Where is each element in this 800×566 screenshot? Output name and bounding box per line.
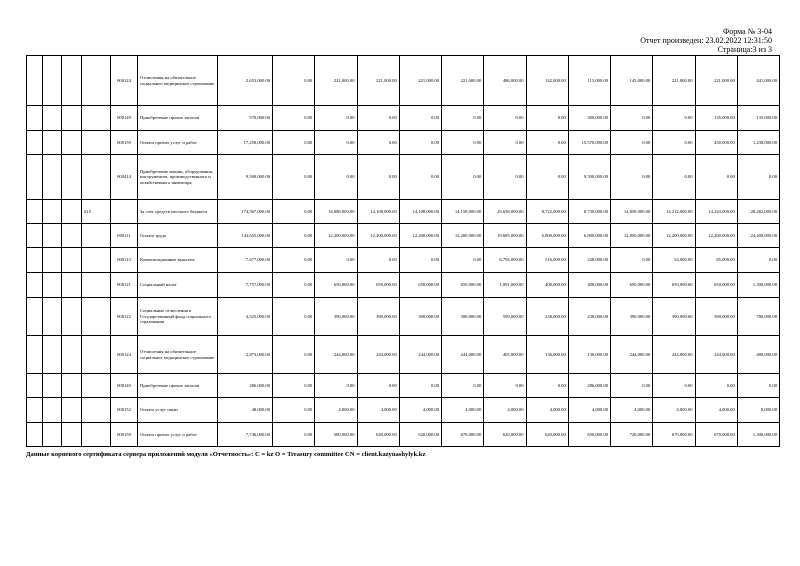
amount-cell: 0.00: [357, 155, 399, 200]
amount-cell: 488,000.00: [737, 336, 779, 374]
table-row: [27, 248, 780, 273]
item-name-cell: Отчисления на обязательное социальное медицинское страхование: [138, 336, 218, 374]
specific-code-cell: 000152: [111, 398, 138, 423]
amount-cell: 0.00: [442, 248, 484, 273]
item-name-cell: Оплата услуг связи: [138, 398, 218, 423]
table-row: [27, 200, 780, 224]
amount-cell: 650,000.00: [611, 273, 653, 298]
amount-cell: 0.00: [484, 106, 526, 131]
empty-cell: [27, 398, 43, 423]
amount-cell: 0.00: [315, 155, 357, 200]
amount-cell: 390,000.00: [399, 298, 441, 336]
amount-cell: 1,238,000.00: [737, 131, 779, 155]
amount-cell: 8,730,000.00: [568, 200, 610, 224]
amount-cell: 244,000.00: [653, 336, 695, 374]
amount-cell: 1,300,000.00: [737, 273, 779, 298]
amount-cell: 286,000.00: [568, 374, 610, 398]
empty-cell: [62, 398, 82, 423]
amount-cell: 174,567,000.00: [218, 200, 273, 224]
amount-cell: 0.00: [526, 155, 568, 200]
item-name-cell: Социальные отчисления в Государственный фонд социального страхования: [138, 298, 218, 336]
empty-cell: [43, 273, 62, 298]
report-header: [640, 27, 772, 54]
amount-cell: 113,000.00: [568, 56, 610, 106]
amount-cell: 29,658,000.00: [484, 200, 526, 224]
amount-cell: 0.00: [273, 336, 315, 374]
amount-cell: 0.00: [611, 248, 653, 273]
report-generated-date: Отчет произведен: 23.02.2022 12:31:50: [640, 36, 772, 45]
amount-cell: 4,000.00: [568, 398, 610, 423]
amount-cell: 0.00: [315, 374, 357, 398]
empty-cell: [62, 336, 82, 374]
empty-cell: [62, 298, 82, 336]
amount-cell: 650,000.00: [357, 273, 399, 298]
empty-cell: [27, 131, 43, 155]
amount-cell: 0.00: [399, 248, 441, 273]
empty-cell: [27, 298, 43, 336]
amount-cell: 14,088,000.00: [315, 200, 357, 224]
amount-cell: 0.00: [273, 298, 315, 336]
amount-cell: 14,212,000.00: [653, 200, 695, 224]
specific-code-cell: 000124: [111, 336, 138, 374]
amount-cell: 390,000.00: [442, 298, 484, 336]
specific-code-cell: 000159: [111, 423, 138, 447]
amount-cell: 0.00: [273, 106, 315, 131]
empty-cell: [62, 155, 82, 200]
program-code-cell: [82, 155, 111, 200]
amount-cell: 4,000.00: [611, 398, 653, 423]
amount-cell: 0.00: [611, 131, 653, 155]
amount-cell: 1,306,000.00: [737, 423, 779, 447]
amount-cell: 12,200,000.00: [357, 224, 399, 248]
empty-cell: [43, 336, 62, 374]
empty-cell: [62, 106, 82, 131]
amount-cell: 0.00: [442, 155, 484, 200]
amount-cell: 4,525,000.00: [218, 298, 273, 336]
amount-cell: 0.00: [399, 374, 441, 398]
amount-cell: 720,000.00: [611, 423, 653, 447]
amount-cell: 4,000.00: [357, 398, 399, 423]
amount-cell: 620,000.00: [484, 423, 526, 447]
amount-cell: 12,200,000.00: [653, 224, 695, 248]
amount-cell: 0.00: [273, 248, 315, 273]
program-code-cell: [82, 56, 111, 106]
specific-code-cell: 000121: [111, 273, 138, 298]
specific-code-cell: 000113: [111, 248, 138, 273]
amount-cell: 7,746,000.00: [218, 423, 273, 447]
empty-cell: [27, 248, 43, 273]
amount-cell: 570,000.00: [218, 106, 273, 131]
empty-cell: [62, 224, 82, 248]
amount-cell: 221,000.00: [653, 56, 695, 106]
amount-cell: 0.00: [315, 131, 357, 155]
table-row: [27, 273, 780, 298]
amount-cell: 300,000.00: [568, 106, 610, 131]
amount-cell: 0.00: [273, 398, 315, 423]
amount-cell: 390,000.00: [611, 298, 653, 336]
amount-cell: 135,000.00: [695, 106, 737, 131]
amount-cell: 0.00: [442, 374, 484, 398]
amount-cell: 14,108,000.00: [399, 200, 441, 224]
amount-cell: 0.00: [526, 106, 568, 131]
amount-cell: 0.00: [357, 131, 399, 155]
item-name-cell: Отчисления на обязательное социальное медицинское страхование: [138, 56, 218, 106]
item-name-cell: Оплата прочих услуг и работ: [138, 423, 218, 447]
amount-cell: 516,000.00: [526, 248, 568, 273]
amount-cell: 620,000.00: [357, 423, 399, 447]
empty-cell: [27, 273, 43, 298]
amount-cell: 1,091,000.00: [484, 273, 526, 298]
amount-cell: 244,000.00: [442, 336, 484, 374]
empty-cell: [27, 200, 43, 224]
empty-cell: [43, 423, 62, 447]
empty-cell: [62, 248, 82, 273]
amount-cell: 6,794,000.00: [484, 248, 526, 273]
amount-cell: 0.00: [653, 106, 695, 131]
amount-cell: 450,000.00: [695, 131, 737, 155]
specific-code-cell: [111, 200, 138, 224]
amount-cell: 408,000.00: [526, 273, 568, 298]
amount-cell: 14,108,000.00: [357, 200, 399, 224]
amount-cell: 244,000.00: [695, 336, 737, 374]
amount-cell: 4,000.00: [695, 398, 737, 423]
empty-cell: [62, 423, 82, 447]
amount-cell: 0.00: [399, 106, 441, 131]
amount-cell: 244,000.00: [611, 336, 653, 374]
item-name-cell: Социальный налог: [138, 273, 218, 298]
amount-cell: 650,000.00: [568, 423, 610, 447]
amount-cell: 4,000.00: [442, 398, 484, 423]
empty-cell: [62, 200, 82, 224]
amount-cell: 4,000.00: [399, 398, 441, 423]
item-name-cell: За счет средств местного бюджета: [138, 200, 218, 224]
amount-cell: 670,000.00: [653, 423, 695, 447]
amount-cell: 221,000.00: [399, 56, 441, 106]
amount-cell: 221,000.00: [357, 56, 399, 106]
amount-cell: 12,200,000.00: [399, 224, 441, 248]
amount-cell: 0.00: [315, 106, 357, 131]
empty-cell: [43, 298, 62, 336]
amount-cell: 0.00: [526, 374, 568, 398]
amount-cell: 2,653,000.00: [218, 56, 273, 106]
empty-cell: [27, 224, 43, 248]
amount-cell: 7,677,000.00: [218, 248, 273, 273]
program-code-cell: [82, 131, 111, 155]
item-name-cell: Компенсационные выплаты: [138, 248, 218, 273]
amount-cell: 650,000.00: [442, 273, 484, 298]
program-code-cell: [82, 273, 111, 298]
amount-cell: 4,000.00: [526, 398, 568, 423]
item-name-cell: Приобретение прочих запасов: [138, 106, 218, 131]
amount-cell: 0.00: [357, 374, 399, 398]
amount-cell: 441,000.00: [737, 56, 779, 106]
specific-code-cell: 000111: [111, 224, 138, 248]
certificate-footer: Данные корневого сертификата сервера приложений модуля «Отчетность»: C = kz O = Treasury committee CN = client.kazynashylyk.kz: [26, 451, 426, 458]
amount-cell: 0.00: [273, 131, 315, 155]
amount-cell: 17,258,000.00: [218, 131, 273, 155]
amount-cell: 12,850,000.00: [611, 224, 653, 248]
amount-cell: 390,000.00: [357, 298, 399, 336]
amount-cell: 244,000.00: [315, 336, 357, 374]
amount-cell: 221,000.00: [442, 56, 484, 106]
empty-cell: [43, 155, 62, 200]
empty-cell: [43, 200, 62, 224]
amount-cell: 408,000.00: [568, 273, 610, 298]
amount-cell: 28,282,000.00: [737, 200, 779, 224]
program-code-cell: 015: [82, 200, 111, 224]
amount-cell: 670,000.00: [442, 423, 484, 447]
amount-cell: 0.00: [695, 374, 737, 398]
empty-cell: [43, 398, 62, 423]
program-code-cell: [82, 248, 111, 273]
specific-code-cell: 000414: [111, 155, 138, 200]
amount-cell: 9,500,000.00: [568, 155, 610, 200]
item-name-cell: Оплата прочих услуг и работ: [138, 131, 218, 155]
amount-cell: 286,000.00: [218, 374, 273, 398]
empty-cell: [43, 224, 62, 248]
amount-cell: 244,000.00: [399, 336, 441, 374]
program-code-cell: [82, 336, 111, 374]
amount-cell: 0.00: [737, 248, 779, 273]
empty-cell: [43, 131, 62, 155]
amount-cell: 7,757,000.00: [218, 273, 273, 298]
specific-code-cell: 000124: [111, 56, 138, 106]
amount-cell: 54,000.00: [653, 248, 695, 273]
empty-cell: [27, 336, 43, 374]
empty-cell: [43, 106, 62, 131]
form-number: Форма № 3-04: [722, 27, 772, 36]
amount-cell: 12,200,000.00: [442, 224, 484, 248]
amount-cell: 390,000.00: [653, 298, 695, 336]
amount-cell: 0.00: [695, 155, 737, 200]
table-row: [27, 224, 780, 248]
amount-cell: 0.00: [399, 155, 441, 200]
amount-cell: 0.00: [653, 155, 695, 200]
table-row: [27, 106, 780, 131]
empty-cell: [62, 374, 82, 398]
amount-cell: 12,200,000.00: [315, 224, 357, 248]
amount-cell: 580,000.00: [315, 423, 357, 447]
amount-cell: 228,000.00: [568, 248, 610, 273]
empty-cell: [62, 273, 82, 298]
program-code-cell: [82, 374, 111, 398]
program-code-cell: [82, 224, 111, 248]
amount-cell: 0.00: [273, 200, 315, 224]
amount-cell: 0.00: [442, 106, 484, 131]
amount-cell: 0.00: [273, 374, 315, 398]
empty-cell: [27, 56, 43, 106]
amount-cell: 0.00: [611, 374, 653, 398]
amount-cell: 6,800,000.00: [526, 224, 568, 248]
amount-cell: 0.00: [737, 155, 779, 200]
amount-cell: 0.00: [484, 374, 526, 398]
empty-cell: [43, 374, 62, 398]
amount-cell: 0.00: [526, 131, 568, 155]
table-row: [27, 131, 780, 155]
amount-cell: 0.00: [273, 224, 315, 248]
amount-cell: 2,873,000.00: [218, 336, 273, 374]
amount-cell: 0.00: [737, 374, 779, 398]
amount-cell: 15,570,000.00: [568, 131, 610, 155]
amount-cell: 0.00: [484, 155, 526, 200]
amount-cell: 145,000.00: [611, 56, 653, 106]
specific-code-cell: 000149: [111, 374, 138, 398]
amount-cell: 486,000.00: [484, 56, 526, 106]
empty-cell: [27, 423, 43, 447]
empty-cell: [43, 56, 62, 106]
amount-cell: 0.00: [273, 423, 315, 447]
program-code-cell: [82, 106, 111, 131]
amount-cell: 4,000.00: [653, 398, 695, 423]
amount-cell: 0.00: [442, 131, 484, 155]
amount-cell: 620,000.00: [526, 423, 568, 447]
item-name-cell: Приобретение прочих запасов: [138, 374, 218, 398]
amount-cell: 650,000.00: [695, 273, 737, 298]
empty-cell: [62, 131, 82, 155]
amount-cell: 0.00: [653, 131, 695, 155]
item-name-cell: Приобретение машин, оборудования, инструментов, производственного и хозяйственного инвентаря: [138, 155, 218, 200]
amount-cell: 135,000.00: [737, 106, 779, 131]
amount-cell: 780,000.00: [737, 298, 779, 336]
page-number: Страница:3 из 3: [717, 45, 772, 54]
amount-cell: 85,000.00: [695, 248, 737, 273]
amount-cell: 8,722,000.00: [526, 200, 568, 224]
table-row: [27, 298, 780, 336]
specific-code-cell: 000149: [111, 106, 138, 131]
amount-cell: 6,800,000.00: [568, 224, 610, 248]
amount-cell: 14,158,000.00: [442, 200, 484, 224]
table-row: [27, 423, 780, 447]
amount-cell: 14,243,000.00: [695, 200, 737, 224]
amount-cell: 19,685,000.00: [484, 224, 526, 248]
specific-code-cell: 000159: [111, 131, 138, 155]
empty-cell: [43, 248, 62, 273]
amount-cell: 0.00: [399, 131, 441, 155]
amount-cell: 143,655,000.00: [218, 224, 273, 248]
amount-cell: 136,000.00: [526, 336, 568, 374]
amount-cell: 48,000.00: [218, 398, 273, 423]
amount-cell: 24,400,000.00: [737, 224, 779, 248]
amount-cell: 650,000.00: [653, 273, 695, 298]
amount-cell: 142,000.00: [526, 56, 568, 106]
amount-cell: 650,000.00: [315, 273, 357, 298]
amount-cell: 221,000.00: [315, 56, 357, 106]
empty-cell: [27, 155, 43, 200]
amount-cell: 4,000.00: [315, 398, 357, 423]
empty-cell: [62, 56, 82, 106]
amount-cell: 136,000.00: [568, 336, 610, 374]
amount-cell: 0.00: [653, 374, 695, 398]
specific-code-cell: 000122: [111, 298, 138, 336]
program-code-cell: [82, 423, 111, 447]
amount-cell: 405,000.00: [484, 336, 526, 374]
amount-cell: 599,000.00: [484, 298, 526, 336]
amount-cell: 390,000.00: [315, 298, 357, 336]
empty-cell: [27, 374, 43, 398]
item-name-cell: Оплата труда: [138, 224, 218, 248]
table-row: [27, 398, 780, 423]
amount-cell: 0.00: [484, 131, 526, 155]
program-code-cell: [82, 398, 111, 423]
empty-cell: [27, 106, 43, 131]
amount-cell: 238,000.00: [526, 298, 568, 336]
amount-cell: 9,500,000.00: [218, 155, 273, 200]
amount-cell: 4,000.00: [484, 398, 526, 423]
amount-cell: 221,000.00: [695, 56, 737, 106]
amount-cell: 12,200,000.00: [695, 224, 737, 248]
amount-cell: 0.00: [611, 106, 653, 131]
amount-cell: 244,000.00: [357, 336, 399, 374]
amount-cell: 650,000.00: [399, 273, 441, 298]
amount-cell: 0.00: [273, 155, 315, 200]
table-row: [27, 155, 780, 200]
table-row: [27, 374, 780, 398]
amount-cell: 0.00: [273, 273, 315, 298]
amount-cell: 0.00: [357, 248, 399, 273]
amount-cell: 0.00: [315, 248, 357, 273]
amount-cell: 0.00: [611, 155, 653, 200]
amount-cell: 14,858,000.00: [611, 200, 653, 224]
amount-cell: 620,000.00: [399, 423, 441, 447]
amount-cell: 0.00: [273, 56, 315, 106]
amount-cell: 0.00: [357, 106, 399, 131]
amount-cell: 670,000.00: [695, 423, 737, 447]
amount-cell: 8,000.00: [737, 398, 779, 423]
table-row: [27, 336, 780, 374]
table-row: [27, 56, 780, 106]
program-code-cell: [82, 298, 111, 336]
amount-cell: 390,000.00: [695, 298, 737, 336]
budget-table: [26, 55, 780, 447]
amount-cell: 238,000.00: [568, 298, 610, 336]
